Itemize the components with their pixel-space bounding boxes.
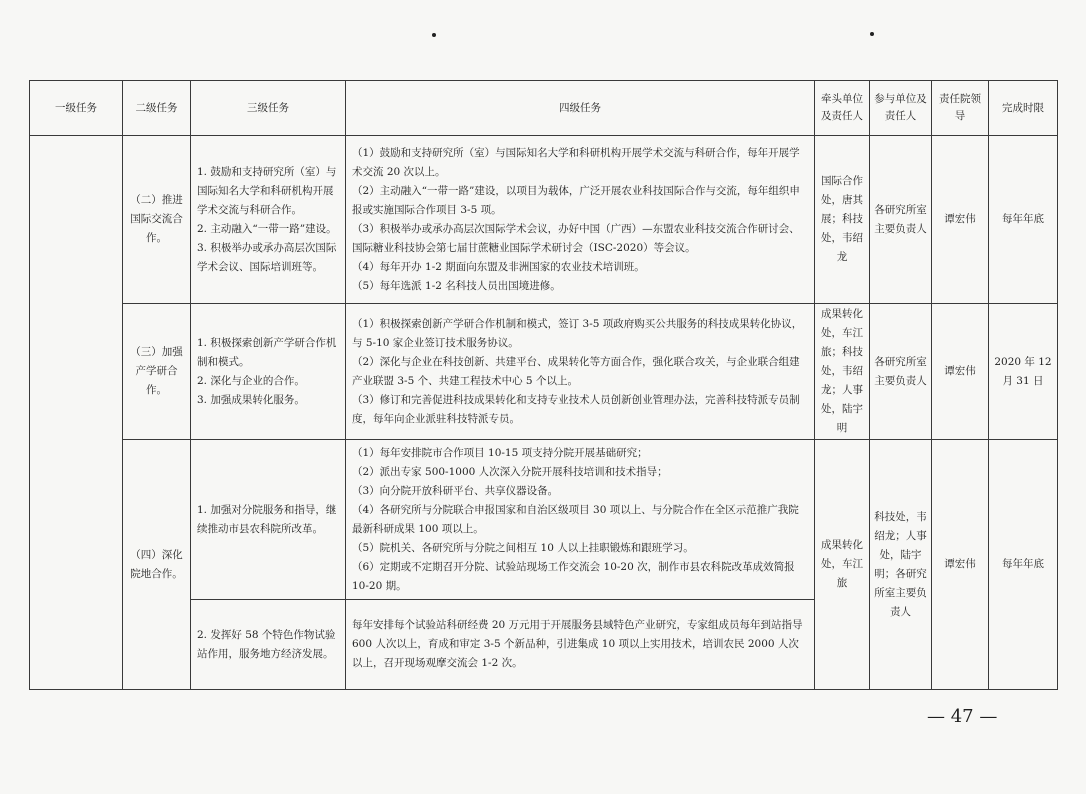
level3-cell: 1. 加强对分院服务和指导，继续推动市县农科院所改革。 xyxy=(191,440,346,600)
participants-cell: 科技处，韦绍龙；人事处，陆宇明；各研究所室主要负责人 xyxy=(870,440,932,690)
task-table xyxy=(29,80,1058,690)
level4-cell: （1）每年安排院市合作项目 10-15 项支持分院开展基础研究； （2）派出专家 500-1000 人次深入分院开展科技培训和技术指导； （3）向分院开放科研平台、共享仪器设备。 （4）各研究所与分院联合申报国家和自治区级项目 30 项以上、与分院合作在全区示范推广我院最新科研成果 100 项以上。 （5）院机关、各研究所与分院之间相互 10 人以上挂职锻炼和跟班学习。 （6）定期或不定期召开分院、试验站现场工作交流会 10-20 次，制作市县农科院改革成效简报 10-20 期。 xyxy=(346,440,815,600)
header-lead: 牵头单位及责任人 xyxy=(815,81,870,136)
deadline-cell: 每年年底 xyxy=(989,440,1058,690)
header-level1: 一级任务 xyxy=(30,81,123,136)
lead-cell: 成果转化处，车江旅；科技处，韦绍龙；人事处，陆宇明 xyxy=(815,304,870,440)
participants-cell: 各研究所室主要负责人 xyxy=(870,304,932,440)
header-level3: 三级任务 xyxy=(191,81,346,136)
leader-cell: 谭宏伟 xyxy=(932,136,989,304)
header-leader: 责任院领导 xyxy=(932,81,989,136)
page-number: — 47 — xyxy=(927,706,998,727)
level3-cell: 1. 鼓励和支持研究所（室）与国际知名大学和科研机构开展学术交流与科研合作。 2. 主动融入“一带一路”建设。 3. 积极举办或承办高层次国际学术会议、国际培训班等。 xyxy=(191,136,346,304)
header-participants: 参与单位及责任人 xyxy=(870,81,932,136)
level3-cell: 2. 发挥好 58 个特色作物试验站作用，服务地方经济发展。 xyxy=(191,600,346,690)
participants-cell: 各研究所室主要负责人 xyxy=(870,136,932,304)
lead-cell: 国际合作处，唐其展；科技处，韦绍龙 xyxy=(815,136,870,304)
table-row xyxy=(30,304,1058,440)
level4-cell: （1）鼓励和支持研究所（室）与国际知名大学和科研机构开展学术交流与科研合作，每年开展学术交流 20 次以上。 （2）主动融入“一带一路”建设，以项目为载体，广泛开展农业科技国际合作与交流，每年组织申报或实施国际合作项目 3-5 项。 （3）积极举办或承办高层次国际学术会议，办好中国（广西）—东盟农业科技交流合作研讨会、国际糖业科技协会第七届甘蔗糖业国际学术研讨会（ISC-2020）等会议。 （4）每年开办 1-2 期面向东盟及非洲国家的农业技术培训班。 （5）每年选派 1-2 名科技人员出国境进修。 xyxy=(346,136,815,304)
deadline-cell: 2020 年 12 月 31 日 xyxy=(989,304,1058,440)
level3-cell: 1. 积极探索创新产学研合作机制和模式。 2. 深化与企业的合作。 3. 加强成果转化服务。 xyxy=(191,304,346,440)
leader-cell: 谭宏伟 xyxy=(932,440,989,690)
deadline-cell: 每年年底 xyxy=(989,136,1058,304)
level2-cell: （二）推进国际交流合作。 xyxy=(123,136,191,304)
table-row xyxy=(30,440,1058,600)
lead-cell: 成果转化处，车江旅 xyxy=(815,440,870,690)
scan-mark xyxy=(432,33,436,37)
level2-cell: （三）加强产学研合作。 xyxy=(123,304,191,440)
header-level2: 二级任务 xyxy=(123,81,191,136)
level4-cell: （1）积极探索创新产学研合作机制和模式，签订 3-5 项政府购买公共服务的科技成果转化协议，与 5-10 家企业签订技术服务协议。 （2）深化与企业在科技创新、共建平台、成果转化等方面合作，强化联合攻关，与企业联合组建产业联盟 3-5 个、共建工程技术中心 5 个以上。 （3）修订和完善促进科技成果转化和支持专业技术人员创新创业管理办法，完善科技特派专员制度，每年向企业派驻科技特派专员。 xyxy=(346,304,815,440)
header-level4: 四级任务 xyxy=(346,81,815,136)
header-deadline: 完成时限 xyxy=(989,81,1058,136)
level2-cell: （四）深化院地合作。 xyxy=(123,440,191,690)
scan-mark xyxy=(870,32,874,36)
level1-cell xyxy=(30,136,123,690)
table-row xyxy=(30,136,1058,304)
leader-cell: 谭宏伟 xyxy=(932,304,989,440)
table-header-row xyxy=(30,81,1058,136)
level4-cell: 每年安排每个试验站科研经费 20 万元用于开展服务县域特色产业研究，专家组成员每年到站指导 600 人次以上，育成和审定 3-5 个新品种，引进集成 10 项以上实用技术，培训农民 2000 人次以上，召开现场观摩交流会 1-2 次。 xyxy=(346,600,815,690)
